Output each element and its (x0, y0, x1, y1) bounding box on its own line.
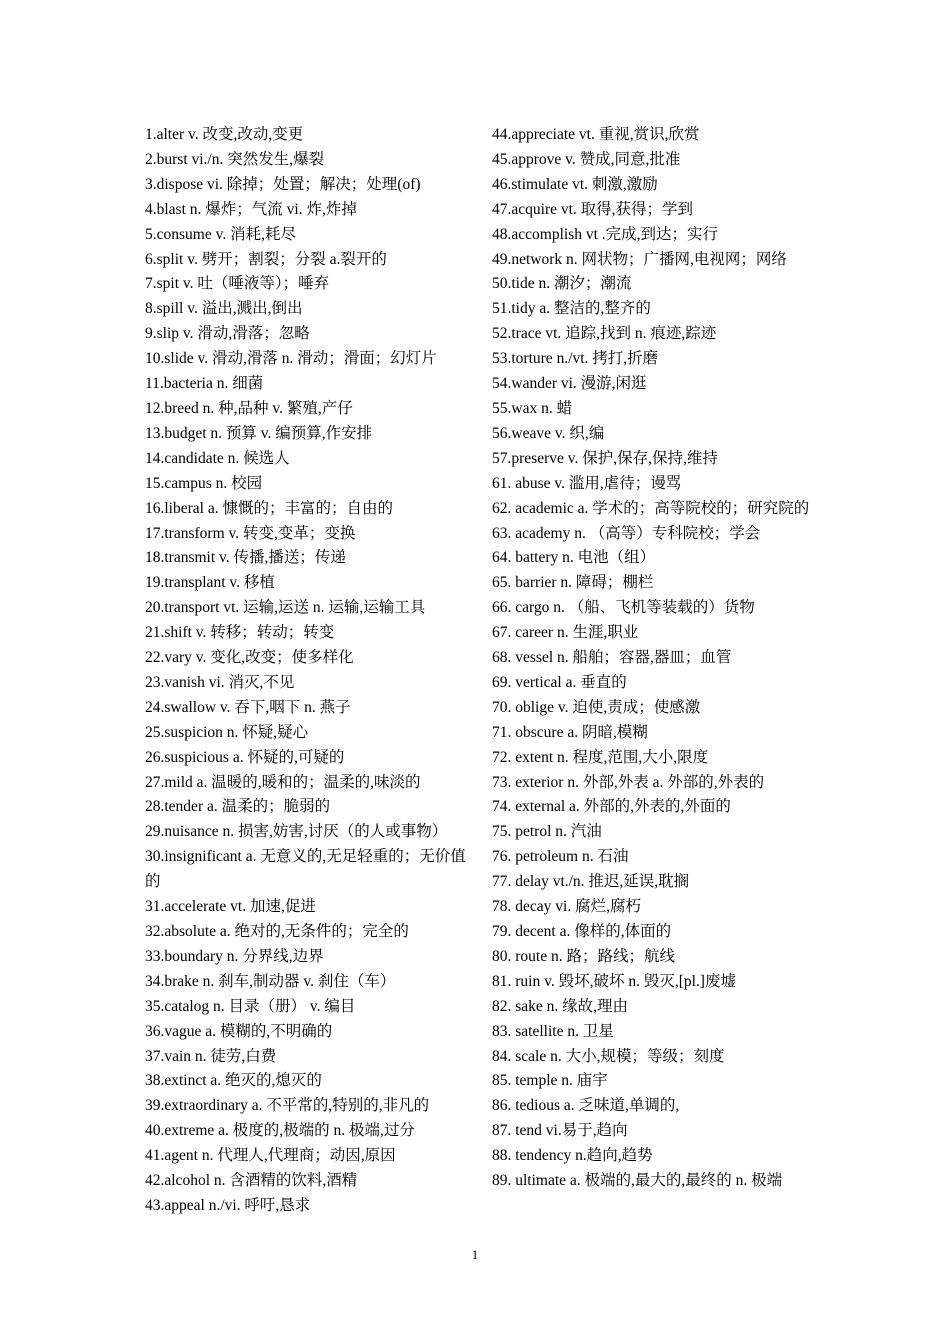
vocabulary-entry: 23.vanish vi. 消灭,不见 (145, 673, 295, 691)
vocabulary-entry: 86. tedious a. 乏味道,单调的, (492, 1097, 680, 1115)
vocabulary-entry: 18.transmit v. 传播,播送；传递 (145, 549, 346, 567)
vocabulary-entry: 53.torture n./vt. 拷打,折磨 (492, 350, 659, 368)
vocabulary-entry: 57.preserve v. 保护,保存,保持,维持 (492, 449, 718, 467)
vocabulary-entry: 71. obscure a. 阴暗,模糊 (492, 723, 648, 741)
vocabulary-entry: 70. oblige v. 迫使,责成；使感激 (492, 698, 701, 716)
vocabulary-entry: 46.stimulate vt. 刺激,激励 (492, 175, 658, 193)
vocabulary-entry: 30.insignificant a. 无意义的,无足轻重的；无价值的 (145, 848, 466, 891)
vocabulary-entry: 41.agent n. 代理人,代理商；动因,原因 (145, 1147, 396, 1165)
vocabulary-entry: 81. ruin v. 毁坏,破坏 n. 毁灭,[pl.]废墟 (492, 972, 736, 990)
vocabulary-entry: 48.accomplish vt .完成,到达；实行 (492, 225, 719, 243)
vocabulary-entry: 82. sake n. 缘故,理由 (492, 997, 629, 1015)
vocabulary-entry: 22.vary v. 变化,改变；使多样化 (145, 649, 354, 667)
vocabulary-entry: 9.slip v. 滑动,滑落；忽略 (145, 325, 310, 343)
vocabulary-entry: 7.spit v. 吐（唾液等）；唾弃 (145, 275, 330, 293)
vocabulary-entry: 8.spill v. 溢出,溅出,倒出 (145, 300, 303, 318)
vocabulary-entry: 2.burst vi./n. 突然发生,爆裂 (145, 150, 325, 168)
vocabulary-entry: 26.suspicious a. 怀疑的,可疑的 (145, 748, 345, 766)
vocabulary-entry: 37.vain n. 徒劳,白费 (145, 1047, 277, 1065)
vocabulary-entry: 85. temple n. 庙宇 (492, 1072, 608, 1090)
vocabulary-entry: 16.liberal a. 慷慨的；丰富的；自由的 (145, 499, 393, 517)
vocabulary-entry: 61. abuse v. 滥用,虐待；谩骂 (492, 474, 682, 492)
vocabulary-entry: 1.alter v. 改变,改动,变更 (145, 126, 304, 143)
vocabulary-entry: 55.wax n. 蜡 (492, 399, 573, 417)
vocabulary-entry: 31.accelerate vt. 加速,促进 (145, 898, 316, 916)
vocabulary-entry: 67. career n. 生涯,职业 (492, 624, 639, 642)
vocabulary-entry: 52.trace vt. 追踪,找到 n. 痕迹,踪迹 (492, 325, 717, 343)
vocabulary-entry: 27.mild a. 温暖的,暖和的；温柔的,味淡的 (145, 773, 421, 791)
vocabulary-entry: 36.vague a. 模糊的,不明确的 (145, 1022, 333, 1040)
vocabulary-entry: 88. tendency n.趋向,趋势 (492, 1147, 653, 1165)
vocabulary-entry: 50.tide n. 潮汐；潮流 (492, 275, 632, 293)
vocabulary-entry: 19.transplant v. 移植 (145, 574, 275, 592)
vocabulary-entry: 12.breed n. 种,品种 v. 繁殖,产仔 (145, 399, 353, 417)
vocabulary-entry: 69. vertical a. 垂直的 (492, 673, 627, 691)
vocabulary-entry: 25.suspicion n. 怀疑,疑心 (145, 723, 309, 741)
vocabulary-entry: 24.swallow v. 吞下,咽下 n. 燕子 (145, 698, 351, 716)
page-number: 1 (471, 1247, 479, 1262)
vocabulary-entry: 49.network n. 网状物；广播网,电视网；网络 (492, 250, 787, 268)
vocabulary-entry: 5.consume v. 消耗,耗尽 (145, 225, 296, 243)
vocabulary-entry: 65. barrier n. 障碍；棚栏 (492, 574, 654, 592)
vocabulary-entry: 29.nuisance n. 损害,妨害,讨厌（的人或事物） (145, 823, 448, 841)
vocabulary-entry: 79. decent a. 像样的,体面的 (492, 923, 672, 940)
vocabulary-entry: 54.wander vi. 漫游,闲逛 (492, 375, 647, 393)
vocabulary-entry: 39.extraordinary a. 不平常的,特别的,非凡的 (145, 1097, 430, 1115)
vocabulary-column-left (145, 123, 470, 1219)
vocabulary-entry: 38.extinct a. 绝灭的,熄灭的 (145, 1072, 322, 1090)
vocabulary-entry: 45.approve v. 赞成,同意,批准 (492, 150, 681, 168)
vocabulary-entry: 74. external a. 外部的,外表的,外面的 (492, 798, 731, 816)
vocabulary-entry: 62. academic a. 学术的；高等院校的；研究院的 (492, 499, 810, 517)
vocabulary-entry: 42.alcohol n. 含酒精的饮料,酒精 (145, 1172, 358, 1190)
vocabulary-entry: 51.tidy a. 整洁的,整齐的 (492, 300, 651, 318)
vocabulary-entry: 17.transform v. 转变,变革；变换 (145, 524, 356, 542)
vocabulary-entry: 75. petrol n. 汽油 (492, 823, 602, 841)
vocabulary-entry: 47.acquire vt. 取得,获得；学到 (492, 200, 694, 218)
vocabulary-entry: 64. battery n. 电池（组） (492, 549, 656, 567)
vocabulary-entry: 6.split v. 劈开；割裂；分裂 a.裂开的 (145, 250, 387, 268)
vocabulary-entry: 14.candidate n. 候选人 (145, 449, 290, 467)
vocabulary-entry: 68. vessel n. 船舶；容器,器皿；血管 (492, 649, 732, 667)
vocabulary-entry: 28.tender a. 温柔的；脆弱的 (145, 798, 331, 816)
vocabulary-entry: 84. scale n. 大小,规模；等级；刻度 (492, 1047, 725, 1065)
vocabulary-entry: 78. decay vi. 腐烂,腐朽 (492, 898, 641, 916)
vocabulary-entry: 66. cargo n. （船、飞机等装载的）货物 (492, 599, 755, 617)
vocabulary-entry: 4.blast n. 爆炸；气流 vi. 炸,炸掉 (145, 200, 357, 218)
vocabulary-entry: 87. tend vi.易于,趋向 (492, 1122, 628, 1140)
vocabulary-entry: 35.catalog n. 目录（册） v. 编目 (145, 997, 356, 1015)
vocabulary-entry: 76. petroleum n. 石油 (492, 848, 629, 866)
vocabulary-entry: 34.brake n. 刹车,制动器 v. 刹住（车） (145, 972, 396, 990)
vocabulary-entry: 3.dispose vi. 除掉；处置；解决；处理(of) (145, 175, 421, 193)
vocabulary-entry: 20.transport vt. 运输,运送 n. 运输,运输工具 (145, 599, 426, 617)
vocabulary-entry: 43.appeal n./vi. 呼吁,恳求 (145, 1196, 311, 1214)
vocabulary-entry: 15.campus n. 校园 (145, 474, 263, 492)
vocabulary-entry: 11.bacteria n. 细菌 (145, 375, 264, 393)
vocabulary-entry: 83. satellite n. 卫星 (492, 1022, 614, 1040)
vocabulary-entry: 44.appreciate vt. 重视,赏识,欣赏 (492, 126, 700, 143)
vocabulary-entry: 33.boundary n. 分界线,边界 (145, 947, 324, 965)
vocabulary-entry: 73. exterior n. 外部,外表 a. 外部的,外表的 (492, 773, 765, 791)
vocabulary-entry: 72. extent n. 程度,范围,大小,限度 (492, 748, 709, 766)
vocabulary-entry: 32.absolute a. 绝对的,无条件的；完全的 (145, 923, 409, 940)
vocabulary-entry: 77. delay vt./n. 推迟,延误,耽搁 (492, 873, 690, 891)
vocabulary-entry: 63. academy n. （高等）专科院校；学会 (492, 524, 761, 542)
vocabulary-entry: 10.slide v. 滑动,滑落 n. 滑动；滑面；幻灯片 (145, 350, 437, 368)
vocabulary-entry: 80. route n. 路；路线；航线 (492, 947, 675, 965)
vocabulary-entry: 40.extreme a. 极度的,极端的 n. 极端,过分 (145, 1122, 415, 1140)
vocabulary-entry: 13.budget n. 预算 v. 编预算,作安排 (145, 424, 373, 442)
vocabulary-column-right (492, 123, 812, 1194)
vocabulary-entry: 89. ultimate a. 极端的,最大的,最终的 n. 极端 (492, 1172, 783, 1190)
vocabulary-entry: 21.shift v. 转移；转动；转变 (145, 624, 335, 642)
vocabulary-entry: 56.weave v. 织,编 (492, 424, 605, 442)
